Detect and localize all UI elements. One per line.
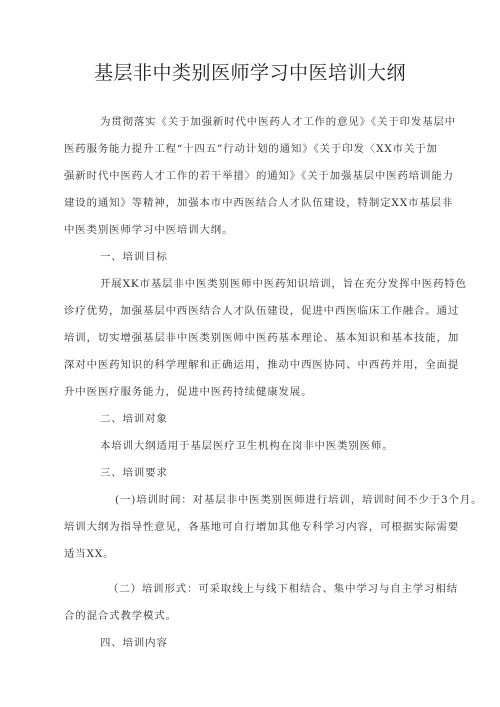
paragraph-line: 升中医医疗服务能力，促进中医药持续健康发展。 (64, 386, 313, 398)
section-heading: 三、培训要求 (100, 467, 168, 479)
paragraph-line: 培训大纲为指导性意见，各基地可自行增加其他专科学习内容，可根据实际需要 (64, 521, 460, 533)
paragraph-line: 培训，切实增强基层非中医类别医师中医药基本理论、基本知识和基本技能，加 (64, 332, 460, 344)
paragraph-line: （二）培训形式：可采取线上与线下相结合、集中学习与自主学习相结 (108, 583, 459, 595)
paragraph-line: 合的混合式教学模式。 (64, 610, 177, 622)
section-heading: 二、培训对象 (100, 413, 168, 425)
section-heading: 四、培训内容 (100, 637, 168, 649)
paragraph-line: 强新时代中医药人才工作的若干举措〉的通知》《关于加强基层中医药培训能力 (64, 170, 454, 182)
paragraph-line: 建设的通知》等精神，加强本市中西医结合人才队伍建设，特制定XX市基层非 (64, 197, 454, 209)
paragraph-line: 医药服务能力提升工程“十四五”行动计划的通知》《关于印发〈XX市关于加 (64, 143, 438, 155)
paragraph-line: (一)培训时间：对基层非中医类别医师进行培训，培训时间不少于3个月。 (115, 494, 483, 506)
paragraph-line: 诊疗优势，加强基层中西医结合人才队伍建设，促进中西医临床工作融合。通过 (64, 305, 460, 317)
paragraph-line: 本培训大纲适用于基层医疗卫生机构在岗非中医类别医师。 (100, 440, 394, 452)
document-title: 基层非中类别医师学习中医培训大纲 (93, 62, 406, 84)
paragraph-line: 适当XX。 (64, 548, 115, 560)
paragraph-line: 中医类别医师学习中医培训大纲。 (64, 224, 234, 236)
paragraph-line: 为贯彻落实《关于加强新时代中医药人才工作的意见》《关于印发基层中 (100, 116, 457, 128)
paragraph-line: 开展XK市基层非中医类别医师中医药知识培训，旨在充分发挥中医药特色 (100, 278, 467, 290)
paragraph-line: 深对中医药知识的科学理解和正确运用，推动中西医协同、中西药并用，全面提 (64, 359, 460, 371)
section-heading: 一、培训目标 (100, 251, 168, 263)
